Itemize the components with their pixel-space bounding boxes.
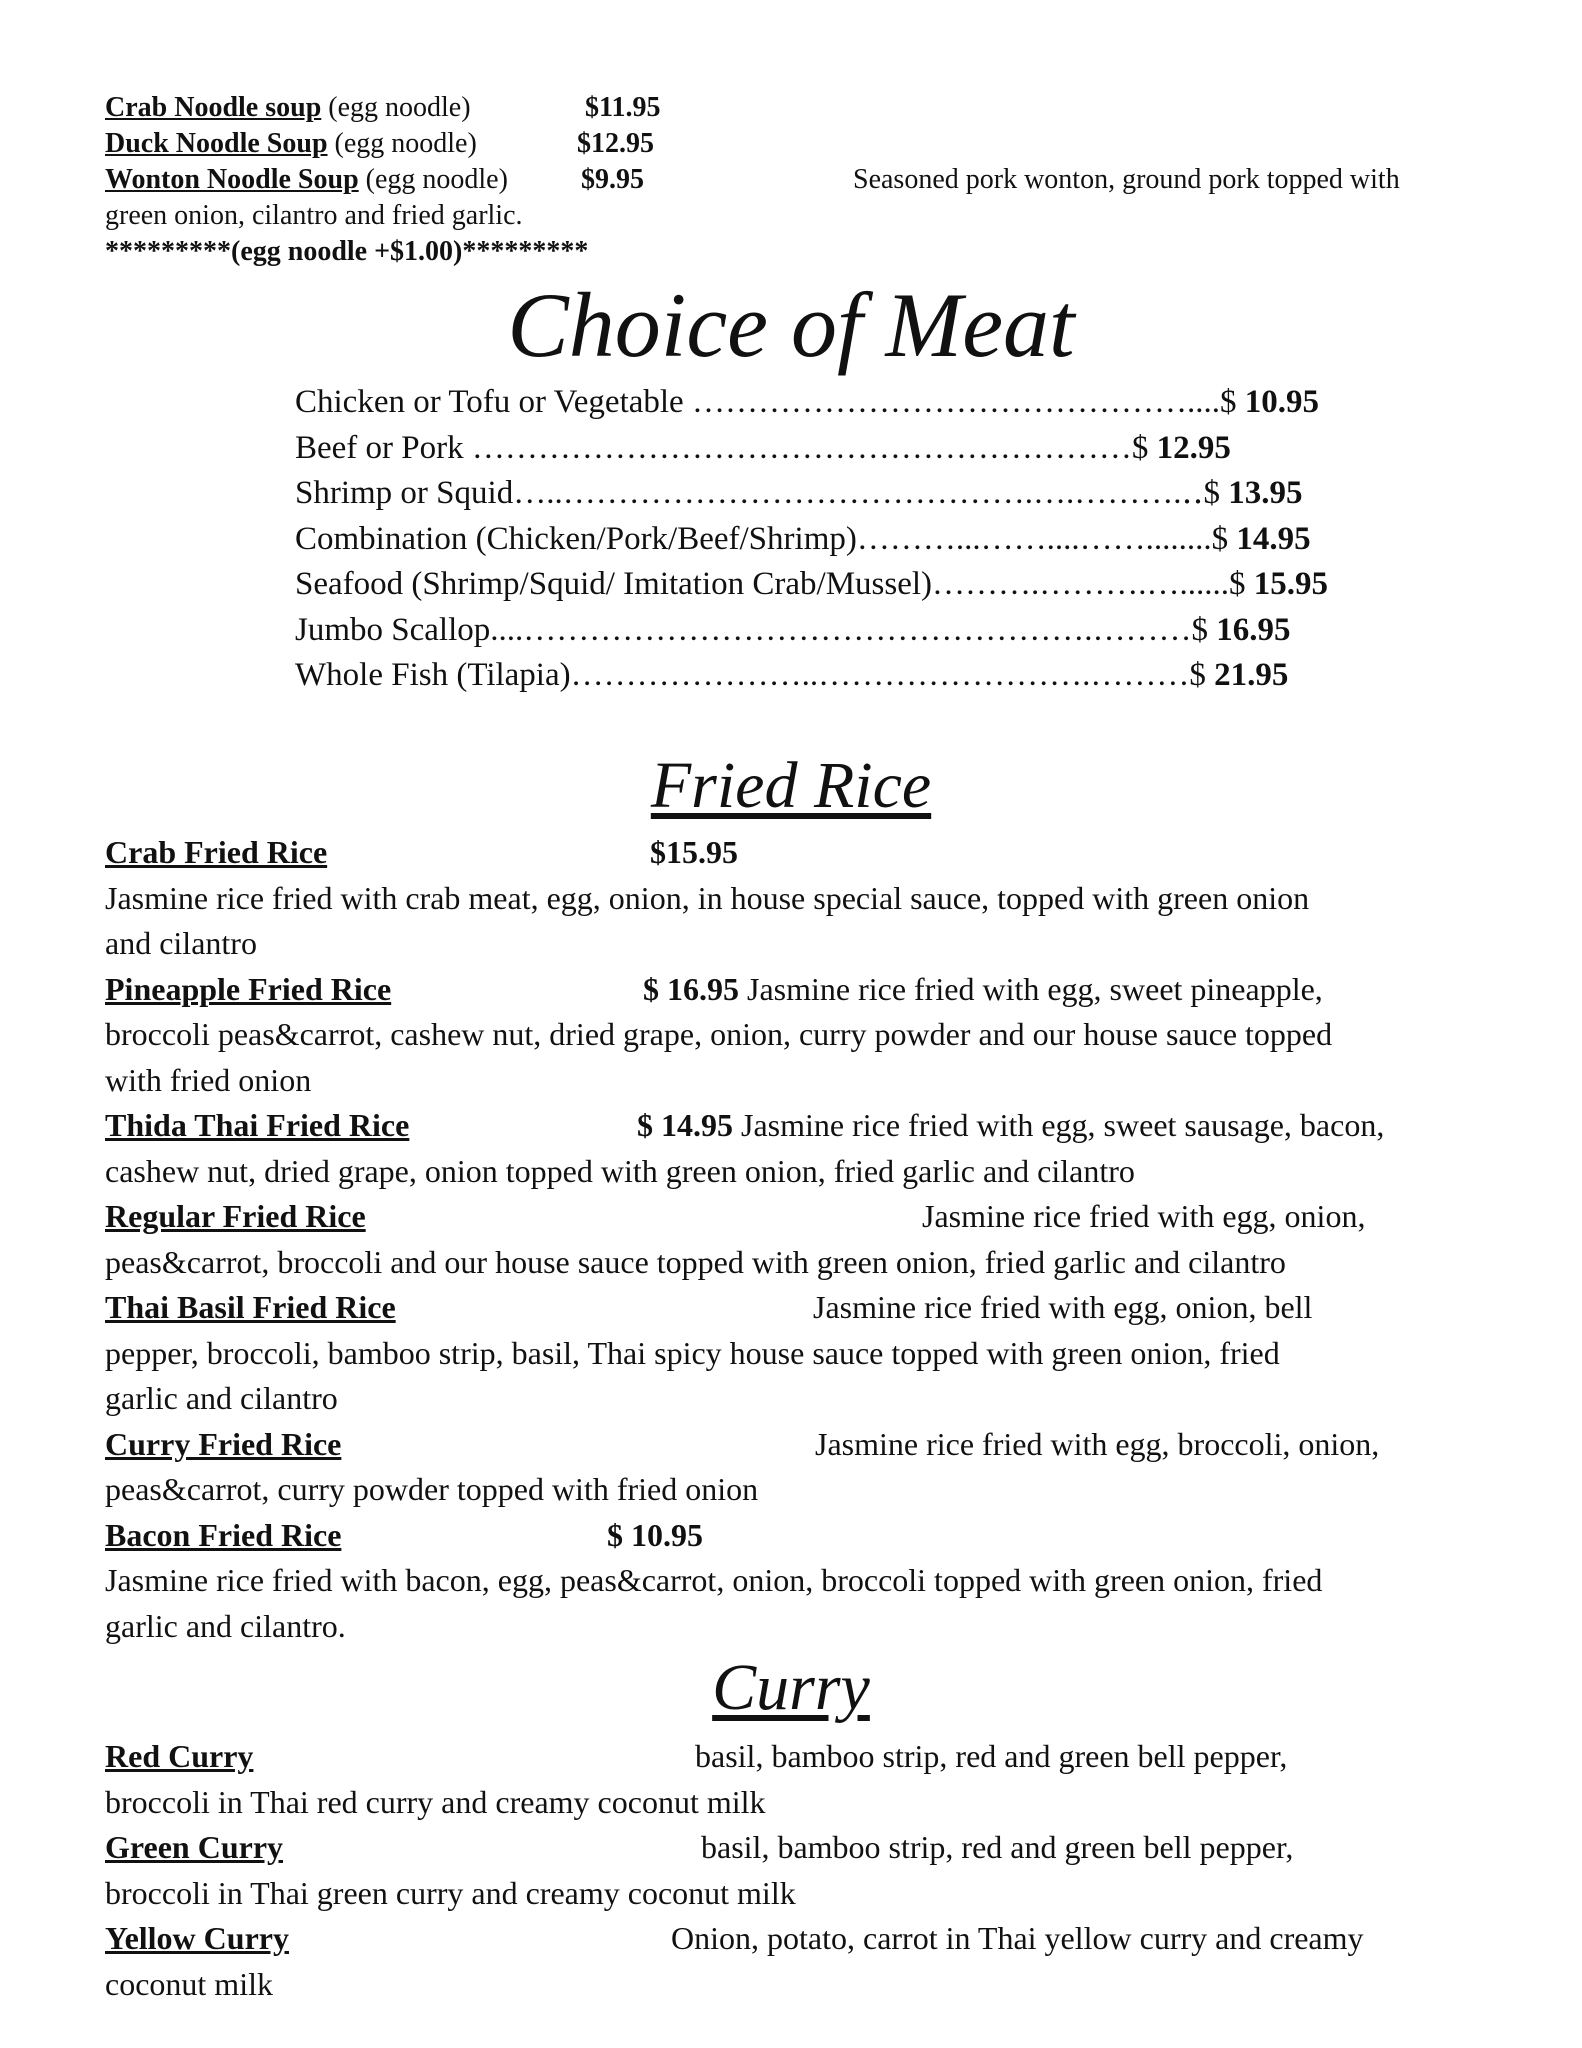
item-name: Regular Fried Rice [105,1198,366,1234]
item-description: garlic and cilantro. [105,1607,346,1644]
meat-row [295,471,1445,517]
soup-name: Wonton Noodle Soup [105,164,359,195]
meat-price: 16.95 [1208,611,1291,648]
meat-row [295,380,1445,426]
soup-item-crab [105,90,1505,126]
item-inline-description: Jasmine rice fried with egg, onion, [922,1198,1366,1234]
item-name: Crab Fried Rice [105,834,328,870]
item-description: broccoli in Thai red curry and creamy coconut milk [105,1783,766,1820]
meat-label: Chicken or Tofu or Vegetable ………………………………………....$ [295,384,1237,420]
menu-item-regular-fried-rice [105,1194,1505,1240]
soup-name: Crab Noodle soup [105,92,322,123]
soup-item-wonton [105,162,1505,198]
soup-description: Seasoned pork wonton, ground pork topped with [853,164,1400,195]
item-name: Pineapple Fried Rice [105,970,392,1007]
curry-section [105,1734,1505,2007]
menu-item-yellow-curry [105,1916,1505,1962]
meat-price: 15.95 [1245,566,1329,602]
item-description: peas&carrot, curry powder topped with fried onion [105,1471,759,1507]
item-price: $ 14.95 [637,1107,733,1143]
meat-row [295,517,1445,563]
curry-heading: Curry [712,1651,870,1724]
menu-item-curry-fried-rice [105,1422,1505,1468]
item-description: Jasmine rice fried with bacon, egg, peas&carrot, onion, broccoli topped with green onion, fried [105,1562,1323,1598]
item-inline-description: basil, bamboo strip, red and green bell pepper, [701,1829,1294,1865]
item-inline-description: basil, bamboo strip, red and green bell pepper, [695,1738,1288,1774]
item-name: Curry Fried Rice [105,1425,342,1462]
soup-note: (egg noodle) [358,164,508,195]
meat-label: Whole Fish (Tilapia)…………………..…………………….………$ [295,657,1206,693]
item-description: broccoli in Thai green curry and creamy coconut milk [105,1874,796,1911]
item-price: $15.95 [650,834,738,870]
meat-price: 14.95 [1228,520,1311,557]
item-name: Yellow Curry [105,1920,289,1956]
meat-price: 10.95 [1236,384,1319,420]
meat-label: Combination (Chicken/Pork/Beef/Shrimp)………...……....……........$ [295,520,1229,557]
item-description: and cilantro [105,925,257,961]
item-price: $ 10.95 [607,1516,703,1553]
meat-price: 21.95 [1205,657,1289,693]
item-description: Jasmine rice fried with crab meat, egg, onion, in house special sauce, topped with green onion [105,879,1310,916]
soup-item-duck [105,126,1505,162]
menu-item-bacon-fried-rice [105,1513,1505,1559]
meat-label: Shrimp or Squid…..…………………………………….….……….‥$ [295,475,1220,511]
soup-price: $12.95 [577,128,654,159]
item-description: with fried onion [105,1061,312,1098]
meat-label: Jumbo Scallop....…………………………………………….………$ [295,611,1208,648]
item-name: Bacon Fried Rice [105,1516,342,1553]
item-price-group [637,1103,1384,1149]
item-name: Green Curry [105,1829,284,1865]
soup-note: (egg noodle) [321,92,471,123]
item-inline-description: Jasmine rice fried with egg, sweet sausage, bacon, [733,1107,1385,1143]
item-inline-description: Jasmine rice fried with egg, sweet pineapple, [739,970,1323,1007]
item-description: broccoli peas&carrot, cashew nut, dried grape, onion, curry powder and our house sauce topped [105,1016,1333,1052]
soup-price: $9.95 [581,164,644,195]
item-inline-description: Jasmine rice fried with egg, onion, bell [813,1289,1313,1325]
meat-price: 13.95 [1219,475,1303,511]
meat-row [295,562,1445,608]
meat-label: Seafood (Shrimp/Squid/ Imitation Crab/Mussel)……….……….…......$ [295,566,1246,602]
item-name: Thida Thai Fried Rice [105,1107,410,1143]
item-description: coconut milk [105,1965,273,2002]
meat-row [295,653,1445,699]
fried-rice-heading: Fried Rice [650,749,932,822]
item-inline-description: Jasmine rice fried with egg, broccoli, onion, [815,1425,1380,1462]
soup-note: (egg noodle) [327,128,477,159]
soup-name: Duck Noodle Soup [105,128,328,159]
meat-row [295,608,1445,654]
menu-item-pineapple-fried-rice [105,967,1505,1013]
item-price-group [643,967,1323,1013]
menu-item-crab-fried-rice [105,830,1505,876]
item-name: Red Curry [105,1738,254,1774]
item-description: cashew nut, dried grape, onion topped with green onion, fried garlic and cilantro [105,1152,1135,1189]
meat-price-list [295,380,1445,699]
menu-item-thai-basil-fried-rice [105,1285,1505,1331]
fried-rice-section [105,830,1505,1649]
item-description: peas&carrot, broccoli and our house sauce topped with green onion, fried garlic and cilantro [105,1243,1286,1280]
soup-section [105,90,1505,270]
item-description: garlic and cilantro [105,1380,338,1416]
meat-price: 12.95 [1148,429,1231,466]
item-name: Thai Basil Fried Rice [105,1289,396,1325]
menu-item-red-curry [105,1734,1505,1780]
menu-item-green-curry [105,1825,1505,1871]
soup-description-continued: green onion, cilantro and fried garlic. [105,200,523,231]
meat-label: Beef or Pork ……………………………………………………$ [295,429,1149,466]
choice-of-meat-heading: Choice of Meat [507,274,1075,376]
menu-item-thida-thai-fried-rice [105,1103,1505,1149]
item-description: pepper, broccoli, bamboo strip, basil, Thai spicy house sauce topped with green onion, fried [105,1334,1280,1371]
soup-price: $11.95 [585,92,661,123]
meat-row [295,426,1445,472]
egg-noodle-note: *********(egg noodle +$1.00)********* [105,236,589,267]
item-inline-description: Onion, potato, carrot in Thai yellow curry and creamy [671,1920,1364,1956]
item-price: $ 16.95 [643,970,739,1007]
